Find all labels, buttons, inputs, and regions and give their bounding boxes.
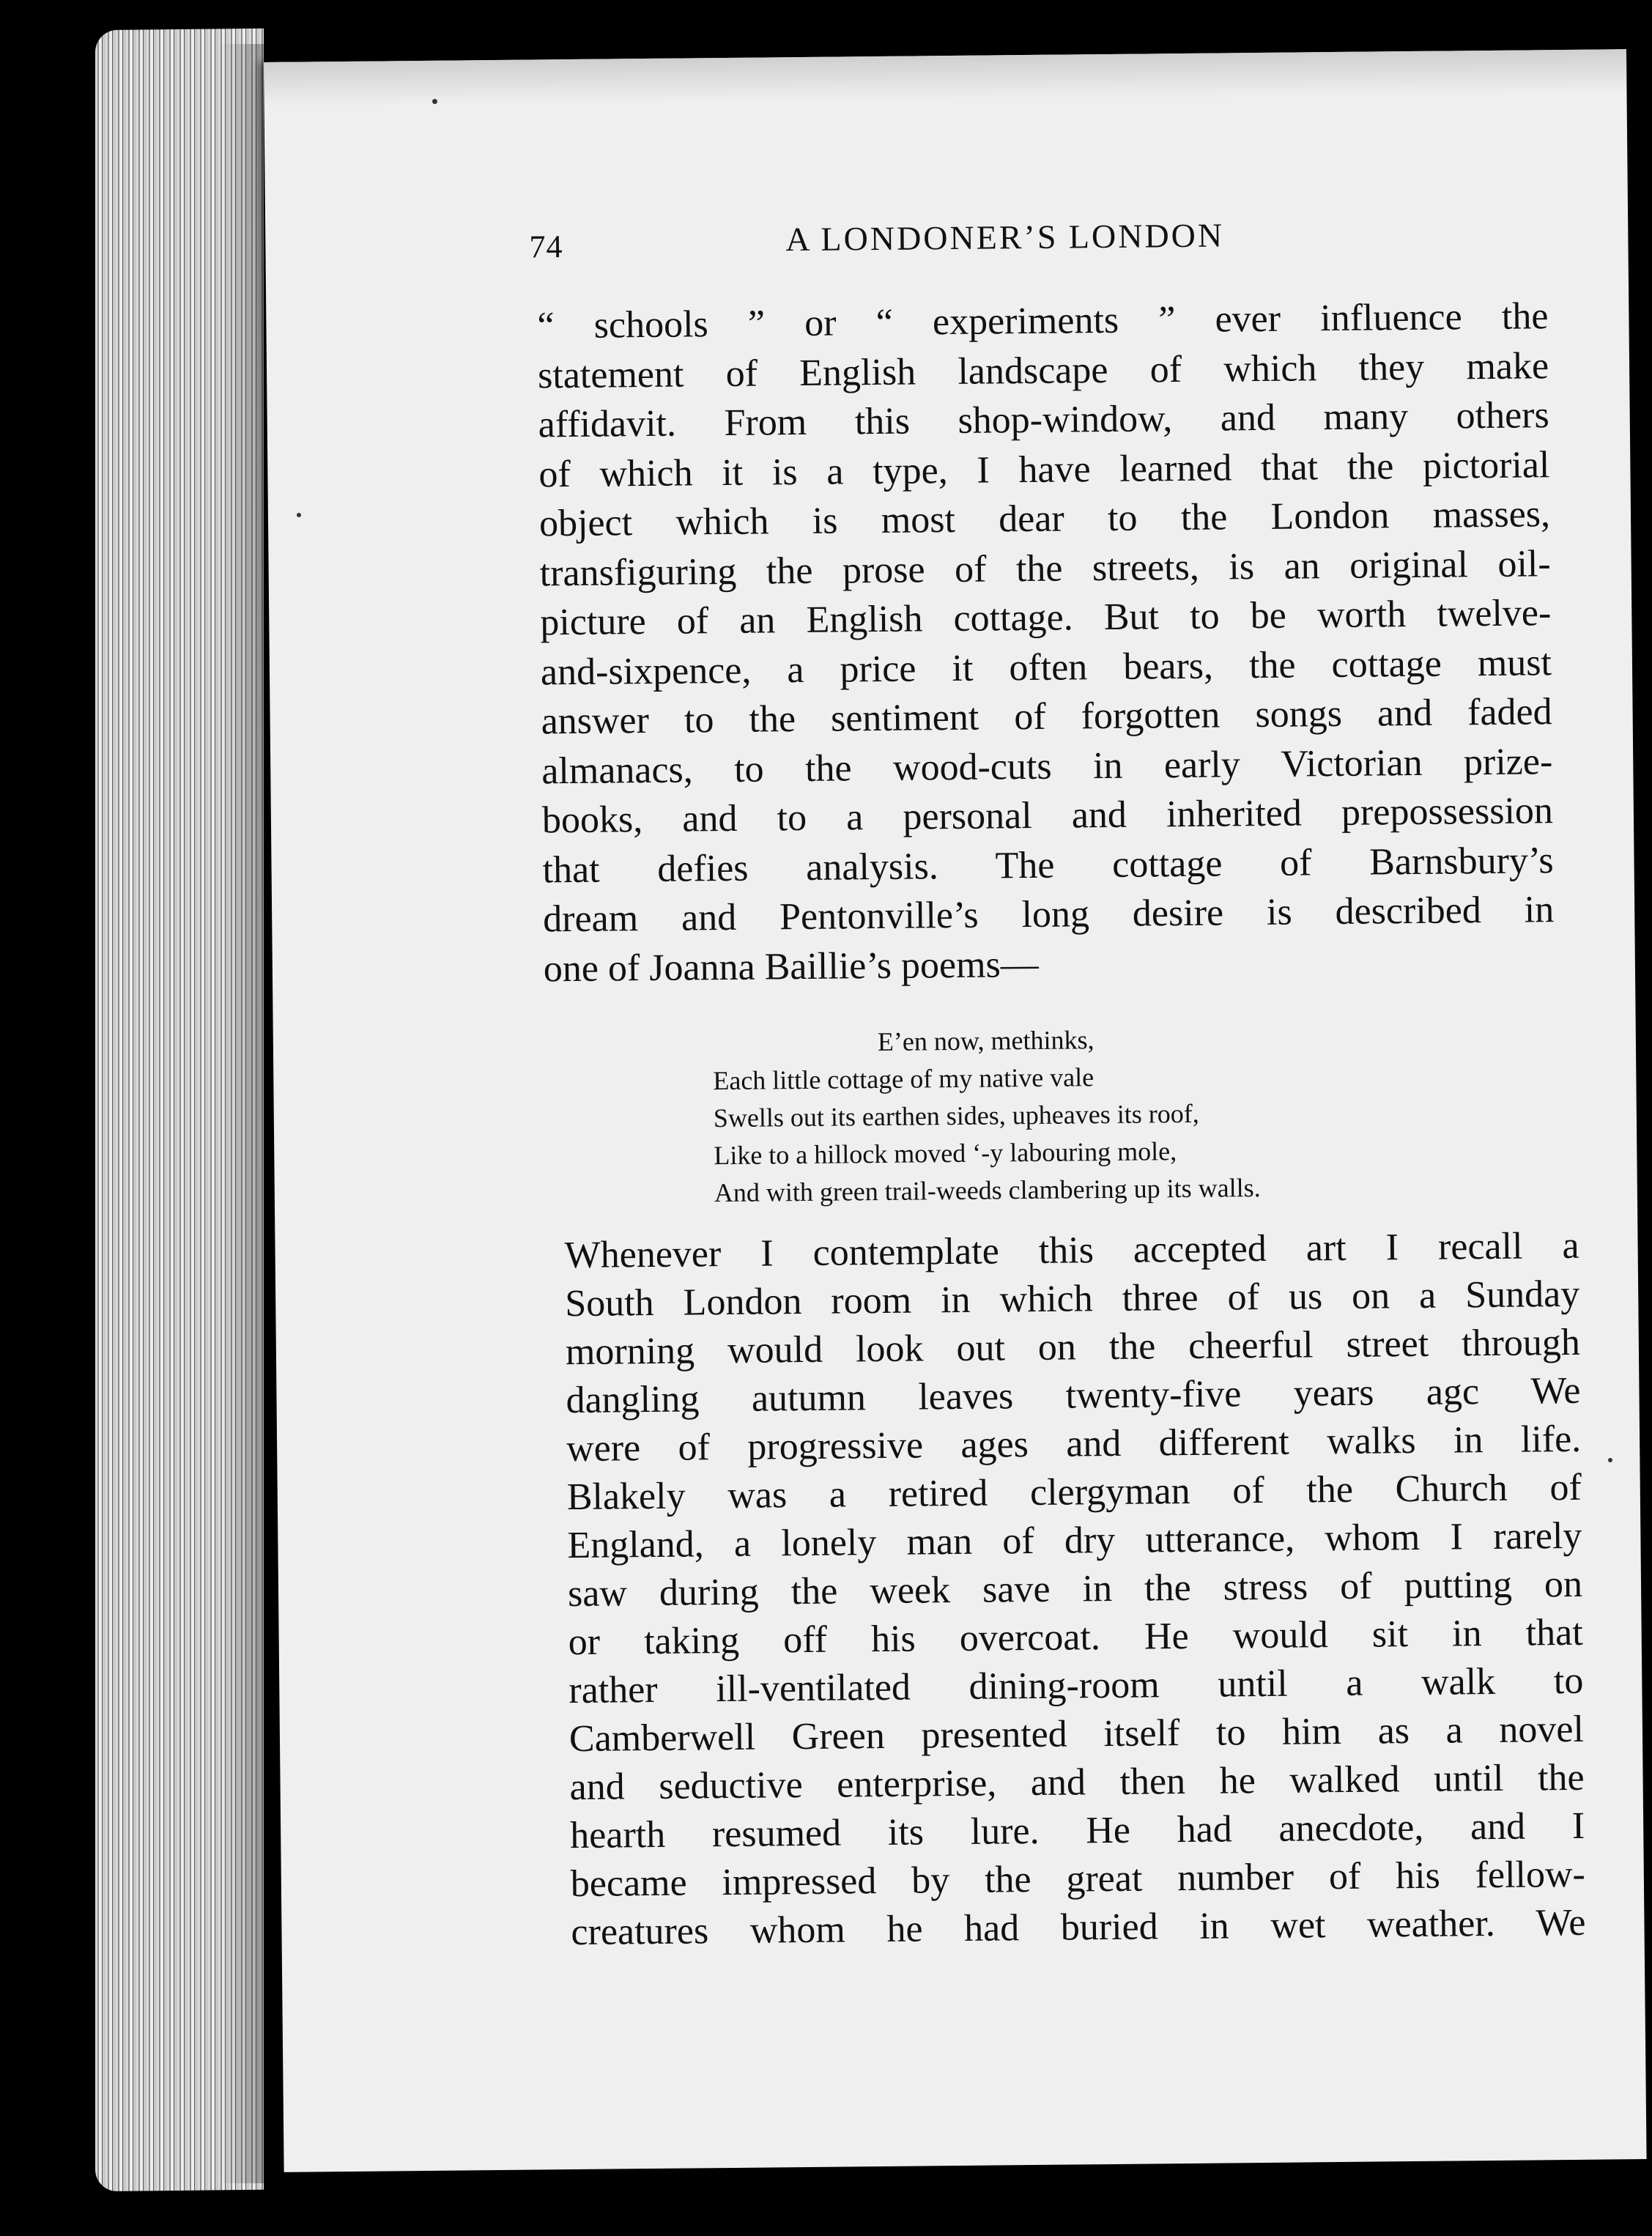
- page-edge-shadow: [220, 44, 271, 2183]
- text-line: Camberwell Green presented itself to him as a novel: [568, 1708, 1585, 1761]
- text-line: object which is most dear to the London masses,: [538, 493, 1551, 545]
- text-line: answer to the sentiment of forgotten songs and faded: [541, 691, 1552, 743]
- verse-line: E’en now, methinks,: [877, 1025, 1094, 1057]
- text-line: of which it is a type, I have learned that the pictorial: [538, 443, 1550, 495]
- text-line: or taking off his overcoat. He would sit in that: [568, 1611, 1583, 1664]
- text-line: transfiguring the prose of the streets, is an original oil-: [539, 542, 1551, 594]
- text-line: rather ill-ventilated dining-room until a walk to: [568, 1659, 1584, 1712]
- text-line: Whenever I contemplate this accepted art I recall a: [564, 1224, 1579, 1277]
- text-line: affidavit. From this shop-window, and many others: [538, 394, 1549, 446]
- paragraph-1: [537, 292, 1555, 993]
- text-line: hearth resumed its lure. He had anecdote, and I: [569, 1804, 1585, 1857]
- text-line: England, a lonely man of dry utterance, whom I rarely: [567, 1514, 1582, 1567]
- text-line: almanacs, to the wood-cuts in early Victorian prize-: [541, 740, 1553, 792]
- text-line: one of Joanna Baillie’s poems—: [543, 943, 1040, 990]
- text-line: that defies analysis. The cottage of Barnsbury’s: [542, 839, 1554, 891]
- text-line: “ schools ” or “ experiments ” ever influence the: [537, 295, 1549, 347]
- text-line: creatures whom he had buried in wet weather. We: [571, 1901, 1586, 1954]
- text-line: became impressed by the great number of his fellow-: [570, 1853, 1586, 1906]
- text-line: were of progressive ages and different walks in life.: [566, 1418, 1582, 1470]
- text-line: dream and Pentonville’s long desire is described in: [542, 889, 1555, 941]
- text-line: and seductive enterprise, and then he walked until the: [569, 1756, 1585, 1809]
- page-number: 74: [529, 229, 563, 265]
- text-line: dangling autumn leaves twenty-five years agc We: [566, 1369, 1581, 1422]
- verse-quotation: [713, 1018, 1520, 1213]
- scan-speck: [1608, 1458, 1612, 1462]
- text-line: South London room in which three of us on a Sunday: [565, 1273, 1580, 1325]
- book-title: A LONDONER’S LONDON: [785, 216, 1225, 259]
- running-head: [529, 218, 1555, 286]
- verse-line: Swells out its earthen sides, upheaves its roof,: [713, 1098, 1199, 1133]
- text-line: and-sixpence, a price it often bears, the cottage must: [540, 641, 1552, 693]
- paragraph-2: [564, 1222, 1585, 1957]
- page-top-shade: [264, 49, 1626, 106]
- verse-line: Like to a hillock moved ‘-y labouring mole,: [714, 1136, 1177, 1171]
- text-line: books, and to a personal and inherited prepossession: [541, 790, 1554, 842]
- text-line: picture of an English cottage. But to be worth twelve-: [540, 592, 1552, 644]
- page-sheet: [264, 49, 1647, 2172]
- scan-speck: [297, 513, 301, 517]
- text-line: Blakely was a retired clergyman of the Church of: [566, 1466, 1582, 1519]
- scan-speck: [432, 99, 437, 104]
- verse-line: Each little cottage of my native vale: [713, 1062, 1094, 1096]
- text-line: statement of English landscape of which they make: [537, 344, 1549, 396]
- text-line: morning would look out on the cheerful street through: [565, 1321, 1581, 1374]
- verse-line: And with green trail-weeds clambering up its walls.: [714, 1173, 1261, 1208]
- text-line: saw during the week save in the stress of putting on: [567, 1563, 1583, 1615]
